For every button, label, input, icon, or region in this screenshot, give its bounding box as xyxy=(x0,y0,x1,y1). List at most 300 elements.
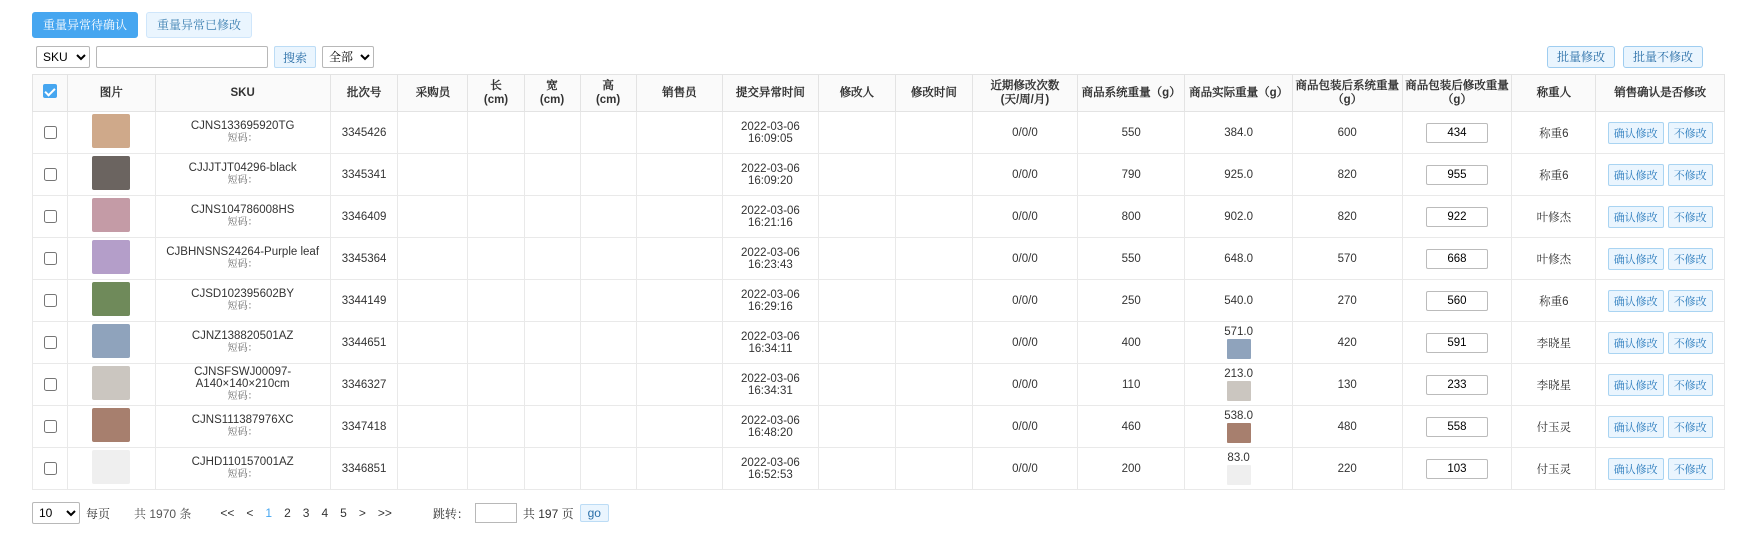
go-button[interactable]: go xyxy=(580,504,609,522)
packed-system-weight-cell: 130 xyxy=(1292,364,1402,406)
submit-date: 2022-03-06 xyxy=(740,162,800,175)
weigher-cell: 叶修杰 xyxy=(1512,196,1596,238)
submit-date: 2022-03-06 xyxy=(740,246,800,259)
no-modify-button[interactable]: 不修改 xyxy=(1668,290,1713,312)
weigher-cell: 李晓星 xyxy=(1512,364,1596,406)
per-page-label: 每页 xyxy=(86,506,111,521)
submit-clock: 16:09:20 xyxy=(748,174,793,187)
actual-weight-cell xyxy=(1185,112,1292,154)
submit-clock: 16:52:53 xyxy=(748,468,793,481)
col-modify-time: 修改时间 xyxy=(895,75,972,112)
row-checkbox[interactable] xyxy=(44,126,57,139)
sku-cell xyxy=(155,196,330,238)
weigher-cell: 称重6 xyxy=(1512,112,1596,154)
height-cell xyxy=(580,154,636,196)
packed-system-weight-cell: 600 xyxy=(1292,112,1402,154)
submit-time-cell xyxy=(723,196,819,238)
no-modify-button[interactable]: 不修改 xyxy=(1668,458,1713,480)
sku-short-code: 短码： xyxy=(227,217,258,228)
submit-date: 2022-03-06 xyxy=(740,372,800,385)
col-width-line1: 宽 xyxy=(546,80,558,92)
row-checkbox[interactable] xyxy=(44,378,57,391)
actual-weight-cell xyxy=(1185,364,1292,406)
seller-cell xyxy=(636,364,722,406)
actual-weight-cell xyxy=(1185,154,1292,196)
packed-modified-weight-cell xyxy=(1402,238,1512,280)
recent-modify-count-cell: 0/0/0 xyxy=(972,364,1077,406)
sku-short-code: 短码： xyxy=(227,301,258,312)
width-cell xyxy=(524,280,580,322)
weigher-cell: 付玉灵 xyxy=(1512,448,1596,490)
sku-short-code: 短码： xyxy=(227,259,258,270)
actual-weight-cell xyxy=(1185,406,1292,448)
col-length-line1: 长 xyxy=(490,80,502,92)
submit-time-cell xyxy=(723,280,819,322)
submit-date: 2022-03-06 xyxy=(740,330,800,343)
buyer-cell xyxy=(398,280,468,322)
table-row xyxy=(33,364,1725,406)
row-select-cell xyxy=(33,280,68,322)
actual-weight-value: 538.0 xyxy=(1224,410,1253,422)
sku-short-code: 短码： xyxy=(227,133,258,144)
sku-value: CJBHNSNS24264-Purple leaf xyxy=(166,246,320,258)
modifier-cell xyxy=(818,196,895,238)
actual-weight-value: 571.0 xyxy=(1224,326,1253,338)
modify-time-cell xyxy=(895,238,972,280)
length-cell xyxy=(468,280,524,322)
select-all-header xyxy=(33,75,68,112)
height-cell xyxy=(580,238,636,280)
sku-value: CJNSFSWJ00097-A140×140×210cm xyxy=(194,366,292,390)
actual-weight-photo[interactable] xyxy=(1227,465,1251,485)
col-width-line2: (cm) xyxy=(539,94,565,106)
buyer-cell xyxy=(398,154,468,196)
row-checkbox[interactable] xyxy=(44,420,57,433)
tab-already-modified[interactable]: 重量异常已修改 xyxy=(146,12,252,38)
buyer-cell xyxy=(398,406,468,448)
recent-modify-count-cell: 0/0/0 xyxy=(972,196,1077,238)
system-weight-cell: 250 xyxy=(1077,280,1184,322)
sku-value: CJNS111387976XC xyxy=(191,414,294,426)
packed-modified-weight-input[interactable] xyxy=(1426,417,1488,437)
system-weight-cell: 460 xyxy=(1077,406,1184,448)
buyer-cell xyxy=(398,448,468,490)
sku-cell xyxy=(155,154,330,196)
sku-value: CJSD102395602BY xyxy=(191,288,295,300)
col-recent-line2: (天/周/月) xyxy=(1000,94,1050,106)
page-prev[interactable]: < xyxy=(246,506,254,520)
col-modifier: 修改人 xyxy=(818,75,895,112)
sales-confirm-cell xyxy=(1596,280,1725,322)
sales-confirm-cell xyxy=(1596,196,1725,238)
col-packed-modified-weight xyxy=(1402,75,1512,112)
col-recent-line1: 近期修改次数 xyxy=(990,80,1060,92)
packed-modified-weight-input[interactable] xyxy=(1426,375,1488,395)
packed-modified-weight-cell xyxy=(1402,322,1512,364)
product-image-cell xyxy=(68,196,156,238)
actual-weight-photo[interactable] xyxy=(1227,423,1251,443)
confirm-modify-button[interactable]: 确认修改 xyxy=(1608,458,1664,480)
packed-modified-weight-cell xyxy=(1402,364,1512,406)
width-cell xyxy=(524,322,580,364)
packed-modified-weight-cell xyxy=(1402,196,1512,238)
table-row xyxy=(33,154,1725,196)
sku-cell xyxy=(155,406,330,448)
seller-cell xyxy=(636,112,722,154)
width-cell xyxy=(524,238,580,280)
table-body xyxy=(33,112,1725,490)
row-select-cell xyxy=(33,196,68,238)
actual-weight-value: 83.0 xyxy=(1227,452,1250,464)
modifier-cell xyxy=(818,364,895,406)
page-2[interactable]: 2 xyxy=(284,506,291,520)
no-modify-button[interactable]: 不修改 xyxy=(1668,374,1713,396)
product-thumbnail[interactable] xyxy=(92,408,130,442)
packed-system-weight-cell: 270 xyxy=(1292,280,1402,322)
length-cell xyxy=(468,196,524,238)
no-modify-button[interactable]: 不修改 xyxy=(1668,248,1713,270)
modify-time-cell xyxy=(895,322,972,364)
width-cell xyxy=(524,406,580,448)
table-header xyxy=(33,75,1725,112)
submit-date: 2022-03-06 xyxy=(740,456,800,469)
submit-time-cell xyxy=(723,154,819,196)
row-checkbox[interactable] xyxy=(44,210,57,223)
submit-time-cell xyxy=(723,322,819,364)
actual-weight-photo[interactable] xyxy=(1227,339,1251,359)
actual-weight-value: 384.0 xyxy=(1224,126,1253,139)
confirm-modify-button[interactable]: 确认修改 xyxy=(1608,374,1664,396)
actual-weight-cell xyxy=(1185,196,1292,238)
modifier-cell xyxy=(818,280,895,322)
product-thumbnail[interactable] xyxy=(92,282,130,316)
packed-modified-weight-input[interactable] xyxy=(1426,165,1488,185)
modify-time-cell xyxy=(895,280,972,322)
page-3[interactable]: 3 xyxy=(302,506,310,520)
table-row xyxy=(33,322,1725,364)
system-weight-cell: 400 xyxy=(1077,322,1184,364)
system-weight-cell: 550 xyxy=(1077,238,1184,280)
col-system-weight: 商品系统重量（g） xyxy=(1077,75,1184,112)
table-header-row xyxy=(33,75,1725,112)
product-image-cell xyxy=(68,322,156,364)
height-cell xyxy=(580,448,636,490)
system-weight-cell: 200 xyxy=(1077,448,1184,490)
tab-pending-confirm[interactable]: 重量异常待确认 xyxy=(32,12,138,38)
packed-modified-weight-cell xyxy=(1402,406,1512,448)
sku-cell xyxy=(155,364,330,406)
height-cell xyxy=(580,112,636,154)
product-thumbnail[interactable] xyxy=(92,198,130,232)
col-packed-mod-line1: 商品包装后修改重量 xyxy=(1405,80,1509,92)
batch-number-cell: 3346851 xyxy=(330,448,398,490)
packed-system-weight-cell: 420 xyxy=(1292,322,1402,364)
sales-confirm-cell xyxy=(1596,238,1725,280)
packed-system-weight-cell: 820 xyxy=(1292,196,1402,238)
length-cell xyxy=(468,238,524,280)
batch-number-cell: 3347418 xyxy=(330,406,398,448)
col-weigher: 称重人 xyxy=(1512,75,1596,112)
table-row xyxy=(33,238,1725,280)
submit-time-cell xyxy=(723,238,819,280)
product-image-cell xyxy=(68,406,156,448)
actual-weight-value: 540.0 xyxy=(1224,294,1253,307)
product-thumbnail[interactable] xyxy=(92,240,130,274)
batch-modify-button[interactable]: 批量修改 xyxy=(1547,46,1615,68)
batch-number-cell: 3346327 xyxy=(330,364,398,406)
col-packed-mod-line2: （g） xyxy=(1441,94,1472,106)
batch-no-modify-button[interactable]: 批量不修改 xyxy=(1623,46,1703,68)
actual-weight-cell xyxy=(1185,322,1292,364)
actual-weight-value: 213.0 xyxy=(1224,368,1253,380)
sales-confirm-cell xyxy=(1596,406,1725,448)
row-select-cell xyxy=(33,154,68,196)
sales-confirm-cell xyxy=(1596,322,1725,364)
submit-clock: 16:23:43 xyxy=(748,258,793,271)
row-checkbox[interactable] xyxy=(44,294,57,307)
sku-short-code: 短码： xyxy=(227,427,258,438)
actual-weight-value: 925.0 xyxy=(1224,168,1253,181)
packed-modified-weight-cell xyxy=(1402,448,1512,490)
no-modify-button[interactable]: 不修改 xyxy=(1668,206,1713,228)
table-row xyxy=(33,112,1725,154)
no-modify-button[interactable]: 不修改 xyxy=(1668,164,1713,186)
table-row xyxy=(33,406,1725,448)
toolbar-right xyxy=(1547,46,1703,68)
packed-system-weight-cell: 820 xyxy=(1292,154,1402,196)
actual-weight-cell xyxy=(1185,280,1292,322)
packed-modified-weight-cell xyxy=(1402,154,1512,196)
page-first[interactable]: << xyxy=(220,506,235,520)
jump-label: 跳转： xyxy=(432,506,469,521)
buyer-cell xyxy=(398,364,468,406)
recent-modify-count-cell: 0/0/0 xyxy=(972,112,1077,154)
row-checkbox[interactable] xyxy=(44,336,57,349)
sku-short-code: 短码： xyxy=(227,391,258,402)
page-next[interactable]: > xyxy=(358,506,366,520)
row-select-cell xyxy=(33,364,68,406)
packed-modified-weight-input[interactable] xyxy=(1426,459,1488,479)
sku-value: CJJJTJT04296-black xyxy=(188,162,297,174)
batch-number-cell: 3345341 xyxy=(330,154,398,196)
row-select-cell xyxy=(33,322,68,364)
product-image-cell xyxy=(68,364,156,406)
modify-time-cell xyxy=(895,448,972,490)
actual-weight-value: 902.0 xyxy=(1224,210,1253,223)
modify-time-cell xyxy=(895,112,972,154)
width-cell xyxy=(524,364,580,406)
search-field-select[interactable] xyxy=(36,46,90,68)
modifier-cell xyxy=(818,112,895,154)
scope-select[interactable] xyxy=(322,46,374,68)
confirm-modify-button[interactable]: 确认修改 xyxy=(1608,332,1664,354)
sku-short-code: 短码： xyxy=(227,343,258,354)
length-cell xyxy=(468,322,524,364)
system-weight-cell: 790 xyxy=(1077,154,1184,196)
row-select-cell xyxy=(33,448,68,490)
seller-cell xyxy=(636,154,722,196)
actual-weight-cell xyxy=(1185,238,1292,280)
submit-clock: 16:34:31 xyxy=(748,384,793,397)
seller-cell xyxy=(636,406,722,448)
length-cell xyxy=(468,112,524,154)
confirm-modify-button[interactable]: 确认修改 xyxy=(1608,206,1664,228)
weigher-cell: 付玉灵 xyxy=(1512,406,1596,448)
width-cell xyxy=(524,154,580,196)
page-size-select[interactable] xyxy=(32,502,80,524)
batch-number-cell: 3346409 xyxy=(330,196,398,238)
height-cell xyxy=(580,196,636,238)
modify-time-cell xyxy=(895,154,972,196)
total-count-label: 共 1970 条 xyxy=(134,506,192,521)
col-submit-time: 提交异常时间 xyxy=(723,75,819,112)
seller-cell xyxy=(636,280,722,322)
col-length-line2: (cm) xyxy=(483,94,509,106)
product-image-cell xyxy=(68,448,156,490)
packed-modified-weight-input[interactable] xyxy=(1426,207,1488,227)
height-cell xyxy=(580,280,636,322)
row-select-cell xyxy=(33,406,68,448)
col-batch: 批次号 xyxy=(330,75,398,112)
col-seller: 销售员 xyxy=(636,75,722,112)
recent-modify-count-cell: 0/0/0 xyxy=(972,406,1077,448)
width-cell xyxy=(524,112,580,154)
col-actual-weight: 商品实际重量（g） xyxy=(1185,75,1292,112)
packed-modified-weight-input[interactable] xyxy=(1426,333,1488,353)
sales-confirm-cell xyxy=(1596,364,1725,406)
packed-modified-weight-input[interactable] xyxy=(1426,291,1488,311)
weigher-cell: 叶修杰 xyxy=(1512,238,1596,280)
col-height xyxy=(580,75,636,112)
packed-modified-weight-input[interactable] xyxy=(1426,249,1488,269)
submit-date: 2022-03-06 xyxy=(740,288,800,301)
col-height-line2: (cm) xyxy=(595,94,621,106)
submit-date: 2022-03-06 xyxy=(740,204,800,217)
col-sku: SKU xyxy=(155,75,330,112)
system-weight-cell: 800 xyxy=(1077,196,1184,238)
sales-confirm-cell xyxy=(1596,154,1725,196)
seller-cell xyxy=(636,322,722,364)
confirm-modify-button[interactable]: 确认修改 xyxy=(1608,122,1664,144)
actual-weight-photo[interactable] xyxy=(1227,381,1251,401)
sku-short-code: 短码： xyxy=(227,175,258,186)
row-checkbox[interactable] xyxy=(44,252,57,265)
col-sales-confirm: 销售确认是否修改 xyxy=(1596,75,1725,112)
confirm-modify-button[interactable]: 确认修改 xyxy=(1608,290,1664,312)
submit-clock: 16:09:05 xyxy=(748,132,793,145)
modify-time-cell xyxy=(895,196,972,238)
product-image-cell xyxy=(68,280,156,322)
length-cell xyxy=(468,364,524,406)
packed-modified-weight-cell xyxy=(1402,280,1512,322)
confirm-modify-button[interactable]: 确认修改 xyxy=(1608,416,1664,438)
jump-page-input[interactable] xyxy=(475,503,517,523)
system-weight-cell: 550 xyxy=(1077,112,1184,154)
col-packed-system-weight xyxy=(1292,75,1402,112)
pagination xyxy=(10,490,1727,536)
search-button[interactable]: 搜索 xyxy=(274,46,316,68)
sku-cell xyxy=(155,280,330,322)
row-checkbox[interactable] xyxy=(44,462,57,475)
no-modify-button[interactable]: 不修改 xyxy=(1668,122,1713,144)
sku-short-code: 短码： xyxy=(227,469,258,480)
weigher-cell: 称重6 xyxy=(1512,280,1596,322)
col-length xyxy=(468,75,524,112)
height-cell xyxy=(580,322,636,364)
col-image: 图片 xyxy=(68,75,156,112)
width-cell xyxy=(524,196,580,238)
recent-modify-count-cell: 0/0/0 xyxy=(972,238,1077,280)
col-packed-sys-line2: （g） xyxy=(1332,94,1363,106)
product-thumbnail[interactable] xyxy=(92,366,130,400)
packed-modified-weight-input[interactable] xyxy=(1426,123,1488,143)
row-select-cell xyxy=(33,238,68,280)
col-recent-modify-count xyxy=(972,75,1077,112)
row-checkbox[interactable] xyxy=(44,168,57,181)
product-thumbnail[interactable] xyxy=(92,114,130,148)
weigher-cell: 李晓星 xyxy=(1512,322,1596,364)
page-4[interactable]: 4 xyxy=(321,506,329,520)
recent-modify-count-cell: 0/0/0 xyxy=(972,280,1077,322)
buyer-cell xyxy=(398,238,468,280)
submit-time-cell xyxy=(723,448,819,490)
actual-weight-cell xyxy=(1185,448,1292,490)
product-image-cell xyxy=(68,238,156,280)
actual-weight-value: 648.0 xyxy=(1224,252,1253,265)
product-thumbnail[interactable] xyxy=(92,324,130,358)
page-5[interactable]: 5 xyxy=(340,506,347,520)
packed-modified-weight-cell xyxy=(1402,112,1512,154)
sku-cell xyxy=(155,322,330,364)
table-row xyxy=(33,280,1725,322)
page-1[interactable]: 1 xyxy=(265,506,273,520)
no-modify-button[interactable]: 不修改 xyxy=(1668,416,1713,438)
height-cell xyxy=(580,406,636,448)
submit-clock: 16:21:16 xyxy=(748,216,793,229)
product-thumbnail[interactable] xyxy=(92,450,130,484)
sku-value: CJHD110157001AZ xyxy=(191,456,294,468)
filter-bar xyxy=(10,38,1727,74)
confirm-modify-button[interactable]: 确认修改 xyxy=(1608,248,1664,270)
length-cell xyxy=(468,406,524,448)
col-buyer: 采购员 xyxy=(398,75,468,112)
confirm-modify-button[interactable]: 确认修改 xyxy=(1608,164,1664,186)
seller-cell xyxy=(636,448,722,490)
product-thumbnail[interactable] xyxy=(92,156,130,190)
buyer-cell xyxy=(398,322,468,364)
packed-system-weight-cell: 220 xyxy=(1292,448,1402,490)
height-cell xyxy=(580,364,636,406)
search-input[interactable] xyxy=(96,46,268,68)
modifier-cell xyxy=(818,448,895,490)
sales-confirm-cell xyxy=(1596,112,1725,154)
modifier-cell xyxy=(818,238,895,280)
page-last[interactable]: >> xyxy=(377,506,392,520)
packed-system-weight-cell: 480 xyxy=(1292,406,1402,448)
no-modify-button[interactable]: 不修改 xyxy=(1668,332,1713,354)
batch-number-cell: 3345426 xyxy=(330,112,398,154)
submit-date: 2022-03-06 xyxy=(740,120,800,133)
submit-clock: 16:48:20 xyxy=(748,426,793,439)
weight-exception-table xyxy=(32,74,1725,490)
row-select-cell xyxy=(33,112,68,154)
seller-cell xyxy=(636,196,722,238)
submit-time-cell xyxy=(723,112,819,154)
select-all-checkbox[interactable] xyxy=(43,84,57,98)
sku-value: CJNZ138820501AZ xyxy=(191,330,294,342)
recent-modify-count-cell: 0/0/0 xyxy=(972,154,1077,196)
sales-confirm-cell xyxy=(1596,448,1725,490)
